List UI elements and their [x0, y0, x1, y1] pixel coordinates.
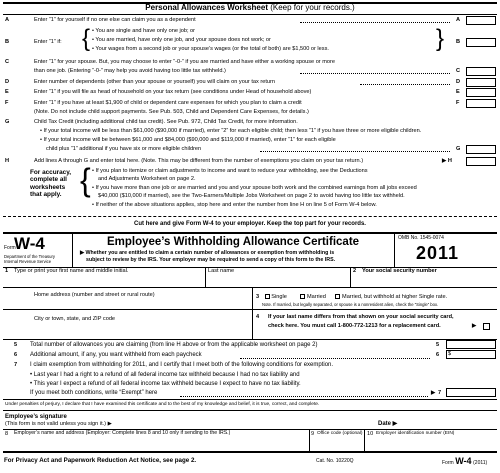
line-g-input[interactable] [466, 145, 496, 154]
city-state-zip-field[interactable] [14, 322, 250, 336]
form-top-rule [3, 232, 497, 234]
date-field[interactable] [400, 414, 496, 428]
line-h-input[interactable] [466, 157, 496, 166]
name-differs-checkbox[interactable] [483, 323, 490, 330]
married-higher-single-checkbox[interactable] [335, 294, 340, 299]
footer-form-id: Form W-4 (2011) [442, 456, 488, 466]
line-b-input[interactable] [466, 38, 496, 47]
form-title: Employee’s Withholding Allowance Certificate [106, 236, 360, 248]
line-a-text: Enter “1” for yourself if no one else can claim you as a dependent [34, 17, 196, 23]
signature-field[interactable] [140, 414, 360, 428]
ein-field[interactable] [367, 437, 496, 449]
omb-number: OMB No. 1545-0074 [398, 235, 444, 241]
allowances-input[interactable] [446, 340, 496, 349]
married-checkbox[interactable] [300, 294, 305, 299]
home-address-field[interactable] [14, 298, 250, 308]
employer-name-field[interactable] [14, 437, 305, 449]
exempt-input[interactable] [446, 388, 496, 397]
office-code-field[interactable] [311, 437, 362, 449]
form-name: W-4 [14, 234, 45, 253]
form-year: 2011 [416, 243, 460, 263]
right-brace: } [436, 25, 445, 52]
cut-instruction: Cut here and give Form W-4 to your employer. Keep the top part for your records. [134, 221, 366, 227]
additional-amount-input[interactable]: $ [446, 350, 496, 359]
last-name-field[interactable] [208, 274, 348, 286]
cat-number: Cat. No. 10220Q [316, 458, 354, 464]
single-checkbox[interactable] [265, 294, 270, 299]
ssn-field[interactable] [353, 274, 496, 286]
line-a-input[interactable] [466, 16, 496, 25]
cut-rule [3, 216, 497, 217]
worksheet-title: Personal Allowances Worksheet (Keep for your records.) [145, 3, 355, 12]
accuracy-note: For accuracy, complete all worksheets that apply. [30, 169, 72, 199]
header-rule [3, 14, 497, 15]
h-brace: { [80, 162, 91, 198]
perjury-statement: Under penalties of perjury, I declare that I have examined this certificate and to the best of my knowledge and belief, it is true, correct, and complete. [5, 402, 320, 407]
footer-notice: For Privacy Act and Paperwork Reduction Act Notice, see page 2. [4, 457, 197, 464]
marital-status: 3 Single Married Married, but withhold at higher Single rate. [256, 294, 448, 300]
first-name-field[interactable] [14, 274, 203, 286]
line-c-input[interactable] [466, 67, 496, 76]
left-brace: { [82, 25, 91, 52]
line-f-input[interactable] [466, 99, 496, 108]
line-e-input[interactable] [466, 88, 496, 97]
line-d-input[interactable] [466, 78, 496, 87]
